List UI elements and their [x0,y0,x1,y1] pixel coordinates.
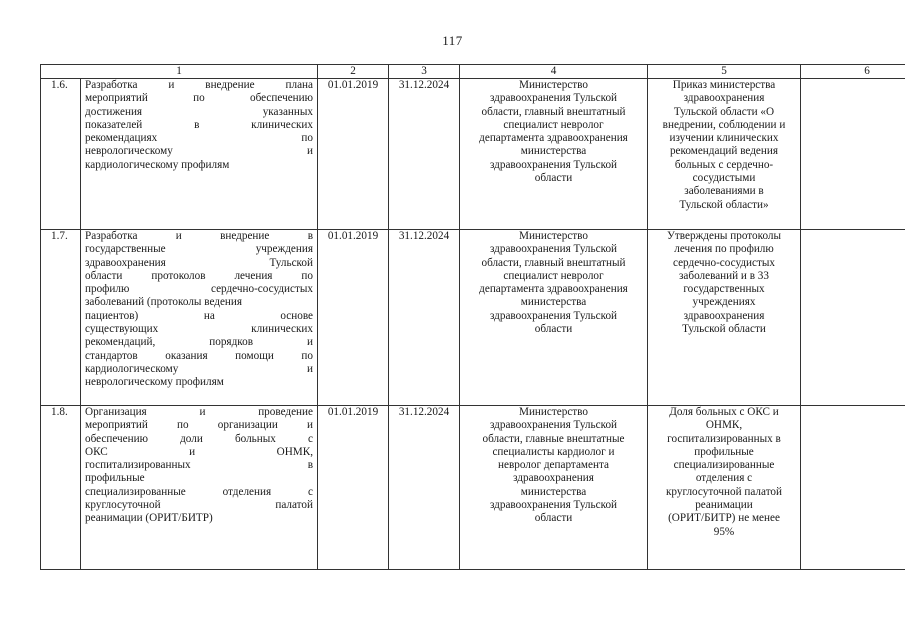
result-line: государственных [683,283,765,296]
result-line: сердечно-сосудистых [672,256,775,269]
description-line: кардиологическому и [85,362,313,375]
description-line: обеспечению доли больных с [85,432,313,445]
description-line: заболеваний (протоколы ведения [85,296,243,309]
table-row [41,79,905,230]
description-line: неврологическому и [85,145,313,158]
row-description [81,406,318,570]
responsible-line: министерства [520,485,587,498]
description-line: государственные учреждения [85,243,313,256]
responsible-line: здравоохранения [513,472,594,485]
responsible-line: здравоохранения Тульской [489,243,618,256]
result-line: лечения по профилю [674,243,774,256]
responsible-line: области [534,512,573,525]
table-row [41,230,905,406]
result-line: реанимации [695,499,753,512]
responsible-line: области [534,172,573,185]
header-col-3: 3 [389,65,460,79]
row-number: 1.7. [41,230,81,406]
responsible-line: специалисты кардиолог и [492,445,615,458]
result-line: отделения с [695,472,753,485]
result-line: Утверждены протоколы [666,230,782,242]
col6-cell [801,230,905,406]
description-line: неврологическому профилям [85,376,224,389]
description-line: пациентов) на основе [85,309,313,322]
row-description [81,230,318,406]
responsible-line: области, главные внештатные [482,432,625,445]
description-line: госпитализированных в [85,459,313,472]
responsible-line: невролог департамента [498,459,609,472]
description-line: Разработка и внедрение плана [85,79,313,91]
result-line: специализированные [673,459,775,472]
result-line: учреждениях [692,296,756,309]
col6-cell [801,79,905,230]
table-row [41,406,905,570]
page-number: 117 [442,33,463,48]
description-line: показателей в клинических [85,118,313,131]
responsible [460,230,648,406]
description-line: мероприятий по обеспечению [85,92,313,105]
responsible-line: здравоохранения Тульской [489,158,618,171]
responsible-line: специалист невролог [503,269,604,282]
result-line: профильные [694,445,754,458]
responsible [460,406,648,570]
responsible [460,79,648,230]
responsible-line: здравоохранения Тульской [489,309,618,322]
result-line: здравоохранения [683,92,765,105]
description-line: Организация и проведение [85,406,313,418]
result-line: здравоохранения [683,309,765,322]
result [648,230,801,406]
description-line: Разработка и внедрение в [85,230,313,242]
header-col-5: 5 [648,65,801,79]
description-line: круглосуточной палатой [85,499,313,512]
result-line: заболеваниями в [684,185,764,198]
header-col-4: 4 [460,65,648,79]
header-col-2: 2 [318,65,389,79]
description-line: ОКС и ОНМК, [85,445,313,458]
result-line: Тульской области [682,323,766,336]
result-line: 95% [713,525,735,538]
responsible-line: Министерство [519,230,588,242]
description-line: профильные [85,472,145,485]
result [648,406,801,570]
responsible-line: Министерство [519,79,588,91]
result-line: госпитализированных в [667,432,781,445]
description-line: мероприятий по организации и [85,419,313,432]
result [648,79,801,230]
responsible-line: области [534,323,573,336]
responsible-line: департамента здравоохранения [479,283,628,296]
description-line: здравоохранения Тульской [85,256,313,269]
result-line: больных с сердечно- [674,158,774,171]
description-line: области протоколов лечения по [85,269,313,282]
description-line: реанимации (ОРИТ/БИТР) [85,512,213,525]
result-line: внедрении, соблюдении и [662,118,786,131]
end-date: 31.12.2024 [389,406,460,570]
responsible-line: министерства [520,145,587,158]
result-line: (ОРИТ/БИТР) не менее [668,512,780,525]
result-line: изучении клинических [669,132,779,145]
result-line: заболеваний и в 33 [679,269,769,282]
start-date: 01.01.2019 [318,79,389,230]
table-header-row [41,65,905,79]
description-line: рекомендациях по [85,132,313,145]
responsible-line: Министерство [519,406,588,418]
result-line: Тульской области «О [673,105,775,118]
responsible-line: здравоохранения Тульской [489,499,618,512]
description-line: стандартов оказания помощи по [85,349,313,362]
row-number: 1.6. [41,79,81,230]
description-line: рекомендаций, порядков и [85,336,313,349]
result-line: ОНМК, [705,419,743,432]
header-col-1: 1 [41,65,318,79]
result-line: Тульской области» [679,198,769,211]
responsible-line: здравоохранения Тульской [489,92,618,105]
result-line: Доля больных с ОКС и [669,406,779,418]
result-line: рекомендаций ведения [669,145,779,158]
description-line: специализированные отделения с [85,485,313,498]
plan-table [40,64,905,570]
description-line: существующих клинических [85,323,313,336]
header-col-6: 6 [801,65,905,79]
responsible-line: области, главный внештатный [481,105,626,118]
description-line: кардиологическому профилям [85,158,230,171]
row-description [81,79,318,230]
responsible-line: министерства [520,296,587,309]
result-line: сосудистыми [692,172,756,185]
end-date: 31.12.2024 [389,230,460,406]
result-line: круглосуточной палатой [665,485,783,498]
responsible-line: здравоохранения Тульской [489,419,618,432]
result-line: Приказ министерства [672,79,776,91]
start-date: 01.01.2019 [318,406,389,570]
responsible-line: области, главный внештатный [481,256,626,269]
responsible-line: департамента здравоохранения [479,132,628,145]
responsible-line: специалист невролог [503,118,604,131]
col6-cell [801,406,905,570]
description-line: достижения указанных [85,105,313,118]
row-number: 1.8. [41,406,81,570]
description-line: профилю сердечно-сосудистых [85,283,313,296]
end-date: 31.12.2024 [389,79,460,230]
start-date: 01.01.2019 [318,230,389,406]
